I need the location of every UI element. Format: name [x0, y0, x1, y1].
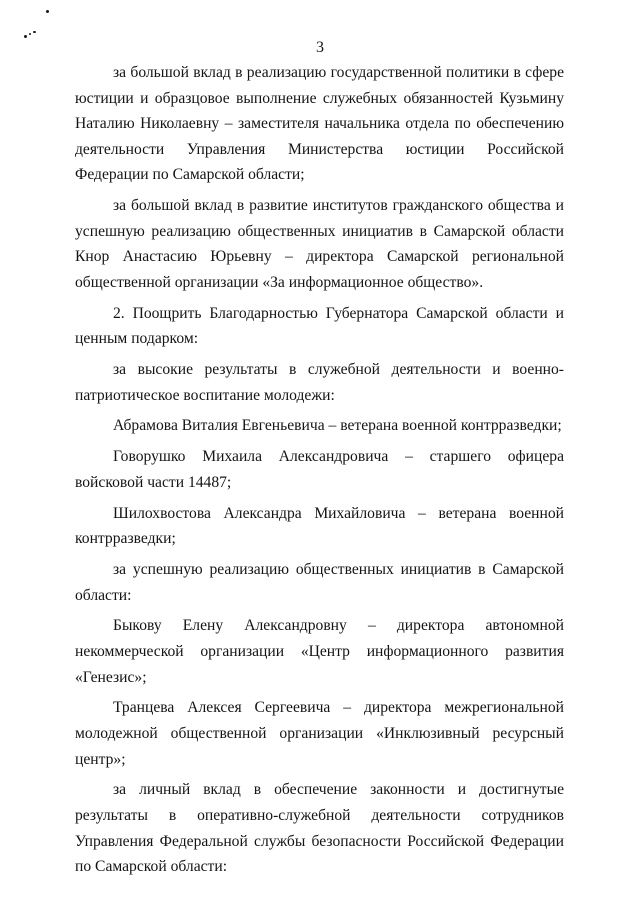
paragraph-public-initiatives-reason: за успешную реализацию общественных инициатив в Самарской области: [75, 561, 564, 604]
document-body [75, 60, 564, 880]
paragraph-fsb-reason: за личный вклад в обеспечение законности и достигнутые результаты в оперативно-служебной деятельности сотрудников Управления Федеральной службы безопасности Российской Федерации по Самарской области: [75, 781, 564, 876]
paragraph-service-results-reason: за высокие результаты в служебной деятельности и военно-патриотическое воспитание молодежи: [75, 361, 564, 404]
paragraph-shilokhvostov: Шилохвостова Александра Михайловича – ветерана военной контрразведки; [75, 504, 564, 548]
paragraph-trantsev: Транцева Алексея Сергеевича – директора межрегиональной молодежной общественной организации «Инклюзивный ресурсный центр»; [75, 699, 564, 768]
paragraph-item-2-heading: 2. Поощрить Благодарностью Губернатора Самарской области и ценным подарком: [75, 304, 564, 348]
paragraph-bykova: Быкову Елену Александровну – директора автономной некоммерческой организации «Центр информационного развития «Генезис»; [75, 617, 564, 686]
paragraph-abramov: Абрамова Виталия Евгеньевича – ветерана военной контрразведки; [113, 417, 562, 435]
paragraph-govorushko: Говорушко Михаила Александровича – старшего офицера войсковой части 14487; [75, 448, 564, 491]
paragraph-kuzmina-award: за большой вклад в реализацию государственной политики в сфере юстиции и образцовое выполнение служебных обязанностей Кузьмину Наталию Николаевну – заместителя начальника отдела по обеспечению деятельности Управления Министерства юстиции Российской Федерации по Самарской области; [75, 64, 564, 184]
page-number: 3 [316, 39, 324, 56]
paragraph-knor-award: за большой вклад в развитие институтов гражданского общества и успешную реализацию общественных инициатив в Самарской области Кнор Анастасию Юрьевну – директора Самарской региональной общественной организации «За информационное общество». [75, 197, 564, 291]
scan-speck [46, 10, 49, 13]
scan-speck [29, 33, 31, 35]
scan-speck [33, 31, 36, 33]
